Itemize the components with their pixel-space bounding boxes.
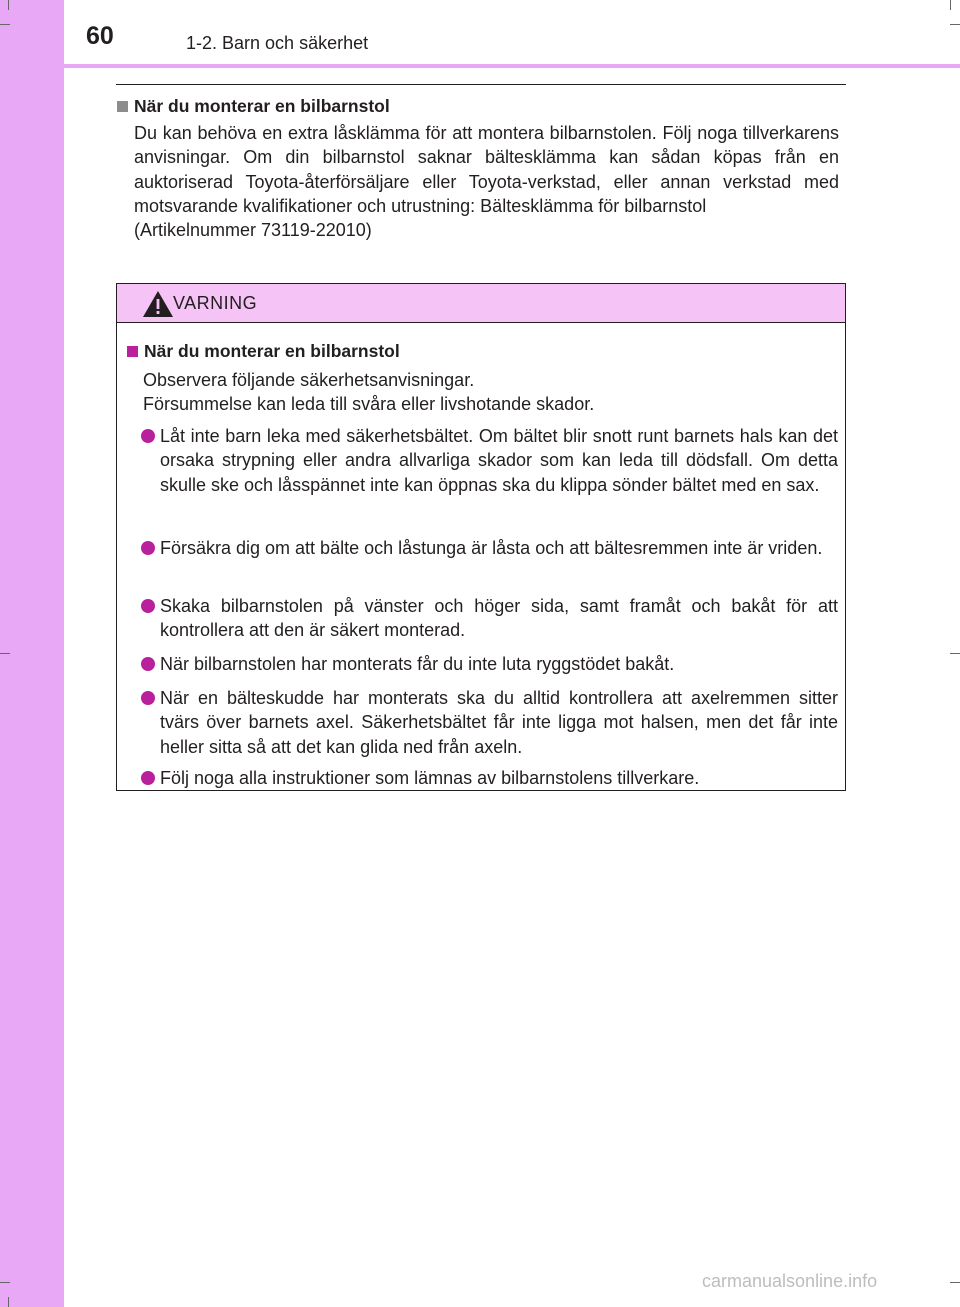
crop-mark [950, 1282, 960, 1283]
warning-bullet-text: Skaka bilbarnstolen på vänster och höger sida, samt framåt och bakåt för att kontrollera att den är säkert monterad. [160, 596, 838, 641]
warning-bullet [137, 424, 838, 497]
warning-bullet [137, 652, 838, 676]
warning-bullet-text: Låt inte barn leka med säkerhetsbältet. Om bältet blir snott runt barnets hals kan det orsaka strypning eller andra allvarliga skador som kan leda till dödsfall. Om detta skulle ske och låsspännet inte kan öppnas ska du klippa sönder bältet med en sax. [160, 426, 838, 495]
warning-bullet-text: När bilbarnstolen har monterats får du inte luta ryggstödet bakåt. [160, 654, 675, 674]
crop-mark [8, 1297, 9, 1307]
crop-mark [950, 24, 960, 25]
warning-label: VARNING [173, 293, 258, 313]
warning-bullet-text: Försäkra dig om att bälte och låstunga är låsta och att bältesremmen inte är vriden. [160, 538, 823, 558]
header-background [64, 0, 960, 64]
content-divider [116, 84, 846, 85]
bullet-dot-icon [141, 771, 155, 785]
warning-heading-text: När du monterar en bilbarnstol [144, 341, 400, 361]
bullet-dot-icon [141, 541, 155, 555]
crop-mark [950, 0, 951, 10]
part-number: (Artikelnummer 73119-22010) [134, 220, 372, 241]
crop-mark [0, 24, 10, 25]
crop-mark [0, 1282, 10, 1283]
intro-paragraph: Du kan behöva en extra låsklämma för att montera bilbarnstolen. Följ noga tillverkarens anvisningar. Om din bilbarnstol saknar bältesklämma kan sådan köpas från en auktoriserad Toyota-återförsäljare eller Toyota-verkstad, eller annan verkstad med motsvarande kvalifikationer och utrustning: Bältesklämma för bilbarnstol [134, 123, 839, 216]
page-number: 60 [86, 22, 114, 50]
watermark: carmanualsonline.info [702, 1271, 878, 1291]
warning-bullet [137, 686, 838, 759]
warning-bullet [137, 594, 838, 643]
intro-body [134, 121, 839, 242]
bullet-dot-icon [141, 691, 155, 705]
section-title: 1-2. Barn och säkerhet [186, 33, 369, 53]
warning-heading [127, 341, 400, 362]
intro-heading-text: När du monterar en bilbarnstol [134, 96, 390, 116]
crop-mark [8, 0, 9, 10]
warning-bullet-text: När en bälteskudde har monterats ska du alltid kontrollera att axelremmen sitter tvärs över barnets axel. Säkerhetsbältet får inte ligga mot halsen, men det får inte heller sitta så att det kan glida ned från axeln. [160, 688, 838, 757]
warning-intro-line: Observera följande säkerhetsanvisningar. [143, 370, 475, 390]
warning-bullet-text: Följ noga alla instruktioner som lämnas av bilbarnstolens tillverkare. [160, 768, 700, 788]
warning-box [116, 283, 846, 791]
header-rule [64, 64, 960, 68]
intro-heading [117, 96, 390, 117]
warning-bullet [137, 766, 838, 790]
bullet-dot-icon [141, 599, 155, 613]
warning-intro [143, 368, 833, 417]
warning-header [117, 284, 845, 323]
warning-triangle-icon [141, 289, 175, 319]
crop-mark [0, 653, 10, 654]
warning-intro-line: Försummelse kan leda till svåra eller livshotande skador. [143, 394, 595, 415]
bullet-dot-icon [141, 429, 155, 443]
bullet-dot-icon [141, 657, 155, 671]
square-bullet-icon [117, 101, 128, 112]
warning-bullet [137, 536, 838, 560]
square-bullet-icon [127, 346, 138, 357]
crop-mark [950, 653, 960, 654]
